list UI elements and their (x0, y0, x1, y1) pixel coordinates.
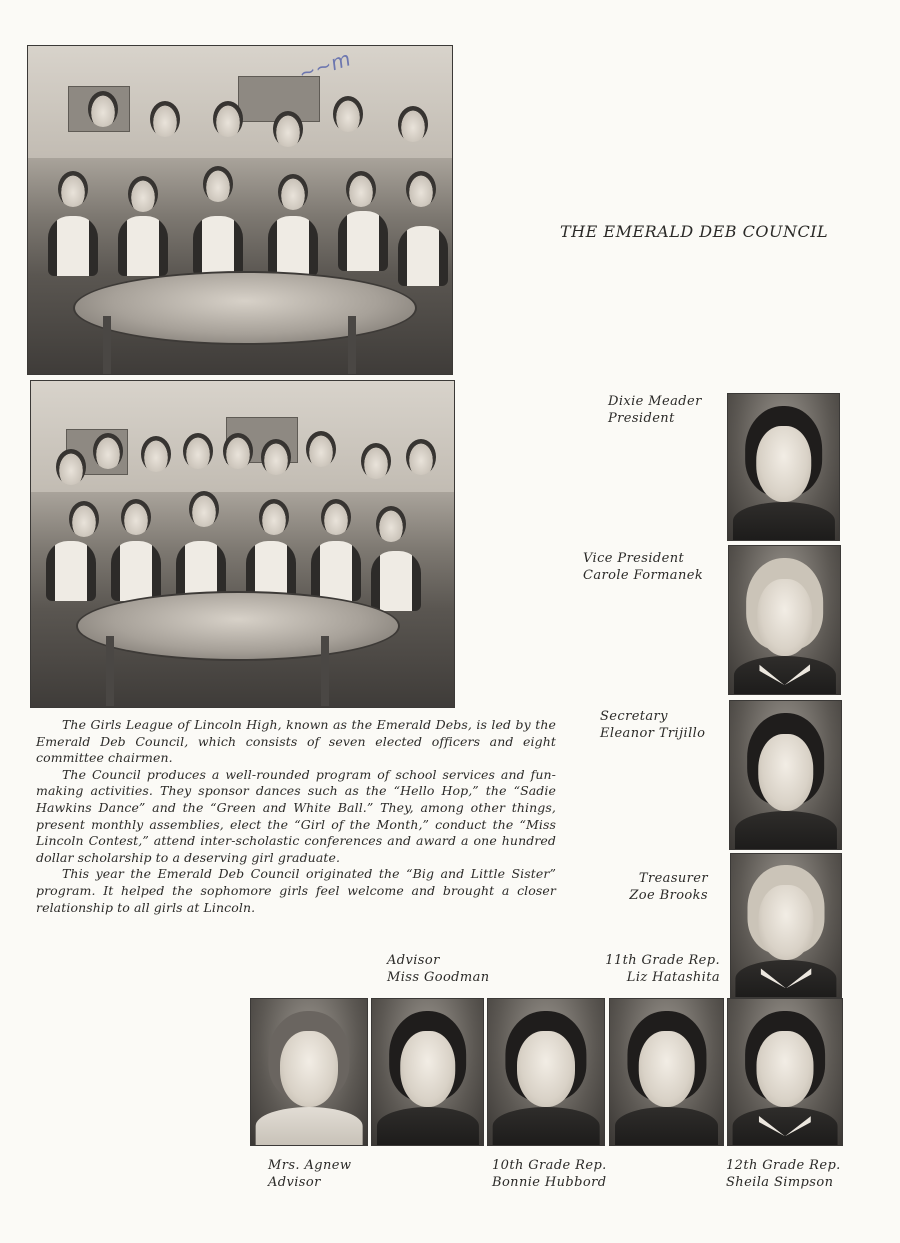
officer-role: 11th Grade Rep. (605, 953, 720, 968)
person-head (189, 491, 219, 527)
officer-caption-11th-grade-rep (590, 952, 720, 986)
face (758, 734, 814, 811)
portrait-carole-formanek (728, 545, 841, 695)
article-body (36, 717, 556, 916)
person-body (311, 541, 361, 601)
portrait-liz-hatashita (609, 998, 724, 1146)
person-body (268, 216, 318, 276)
caption-mrs-agnew (268, 1157, 351, 1191)
person-head (183, 433, 213, 469)
page-title: THE EMERALD DEB COUNCIL (560, 222, 829, 241)
officer-role: President (608, 411, 675, 426)
person-head (278, 174, 308, 210)
person-name: Mrs. Agnew (268, 1158, 352, 1173)
person-body (371, 551, 421, 611)
person-head (223, 433, 253, 469)
round-table (76, 591, 400, 661)
person-name: Sheila Simpson (726, 1175, 834, 1190)
person-head (376, 506, 406, 542)
table-leg (103, 316, 111, 375)
portrait-dixie-meader (727, 393, 840, 541)
round-table (73, 271, 417, 345)
person-head (321, 499, 351, 535)
caption-sheila-simpson (726, 1157, 841, 1191)
person-head (93, 433, 123, 469)
person-body (193, 216, 243, 276)
officer-name: Carole Formanek (583, 568, 704, 583)
person-head (259, 499, 289, 535)
person-head (203, 166, 233, 202)
caption-bonnie-hubbord (492, 1157, 607, 1191)
person-head (406, 439, 436, 475)
shoulders (733, 1107, 838, 1145)
person-body (398, 226, 448, 286)
person-head (141, 436, 171, 472)
person-head (273, 111, 303, 147)
body-paragraph: The Girls League of Lincoln High, known as the Emerald Debs, is led by the Emerald Deb Council, which consists of seven elected officers and eight committee chairmen. (36, 717, 556, 766)
person-head (69, 501, 99, 537)
officer-caption-secretary (600, 708, 705, 742)
person-head (346, 171, 376, 207)
portrait-bonnie-hubbord (487, 998, 605, 1146)
officer-role: Secretary (600, 709, 668, 724)
face (638, 1031, 695, 1107)
person-head (58, 171, 88, 207)
portrait-mrs-agnew (250, 998, 368, 1146)
officer-name: Dixie Meader (608, 394, 702, 409)
body-paragraph: This year the Emerald Deb Council originated the “Big and Little Sister” program. It helped the sophomore girls feel welcome and brought a closer relationship to all girls at Lincoln. (36, 866, 556, 915)
person-role: 12th Grade Rep. (726, 1158, 841, 1173)
officer-name: Zoe Brooks (629, 888, 708, 903)
person-head (213, 101, 243, 137)
shoulders (732, 502, 834, 540)
portrait-sheila-simpson (727, 998, 843, 1146)
person-body (118, 216, 168, 276)
person-head (88, 91, 118, 127)
table-leg (321, 636, 329, 706)
body-paragraph: The Council produces a well-rounded program of school services and fun-making activities. They sponsor dances such as the “Hello Hop,” the “Sadie Hawkins Dance” and the “Green and White Ball.” They, among other things, present monthly assemblies, elect the “Girl of the Month,” conduct the “Miss Lincoln Contest,” attend inter-scholastic conferences and award a one hundred dollar scholarship to a deserving girl graduate. (36, 766, 556, 865)
face (756, 426, 812, 502)
person-head (406, 171, 436, 207)
table-leg (348, 316, 356, 375)
portrait-miss-goodman (371, 998, 484, 1146)
portrait-eleanor-trijillo (729, 700, 842, 850)
officer-role: Vice President (583, 551, 685, 566)
officer-name: Liz Hatashita (626, 970, 720, 985)
group-photo-bottom (30, 380, 455, 708)
person-head (128, 176, 158, 212)
advisor-name: Miss Goodman (387, 970, 490, 985)
shoulders (493, 1107, 600, 1145)
shoulders (734, 811, 836, 849)
group-photo-top (27, 45, 453, 375)
face (400, 1031, 456, 1107)
person-body (111, 541, 161, 601)
shoulders (735, 960, 836, 997)
face (757, 579, 813, 656)
shoulders (615, 1107, 719, 1145)
officer-caption-treasurer (605, 870, 708, 904)
person-head (121, 499, 151, 535)
officer-name: Eleanor Trijillo (600, 726, 706, 741)
person-body (46, 541, 96, 601)
person-head (56, 449, 86, 485)
shoulders (376, 1107, 478, 1145)
person-head (150, 101, 180, 137)
officer-role: Treasurer (638, 871, 708, 886)
face (759, 885, 814, 959)
pen-signature-mark: ~~m (295, 46, 354, 86)
shoulders (256, 1107, 363, 1145)
officer-caption-vice-president (583, 550, 703, 584)
person-head (306, 431, 336, 467)
face (757, 1031, 814, 1107)
person-role: Advisor (268, 1175, 321, 1190)
person-role: 10th Grade Rep. (492, 1158, 607, 1173)
person-head (361, 443, 391, 479)
person-head (398, 106, 428, 142)
portrait-zoe-brooks (730, 853, 842, 998)
person-head (261, 439, 291, 475)
person-body (48, 216, 98, 276)
advisor-role: Advisor (387, 953, 440, 968)
advisor-caption-miss-goodman (387, 952, 490, 986)
shoulders (733, 656, 835, 694)
table-leg (106, 636, 114, 706)
person-name: Bonnie Hubbord (492, 1175, 607, 1190)
person-body (338, 211, 388, 271)
person-head (333, 96, 363, 132)
face (517, 1031, 575, 1107)
officer-caption-president (608, 393, 702, 427)
face (280, 1031, 338, 1107)
